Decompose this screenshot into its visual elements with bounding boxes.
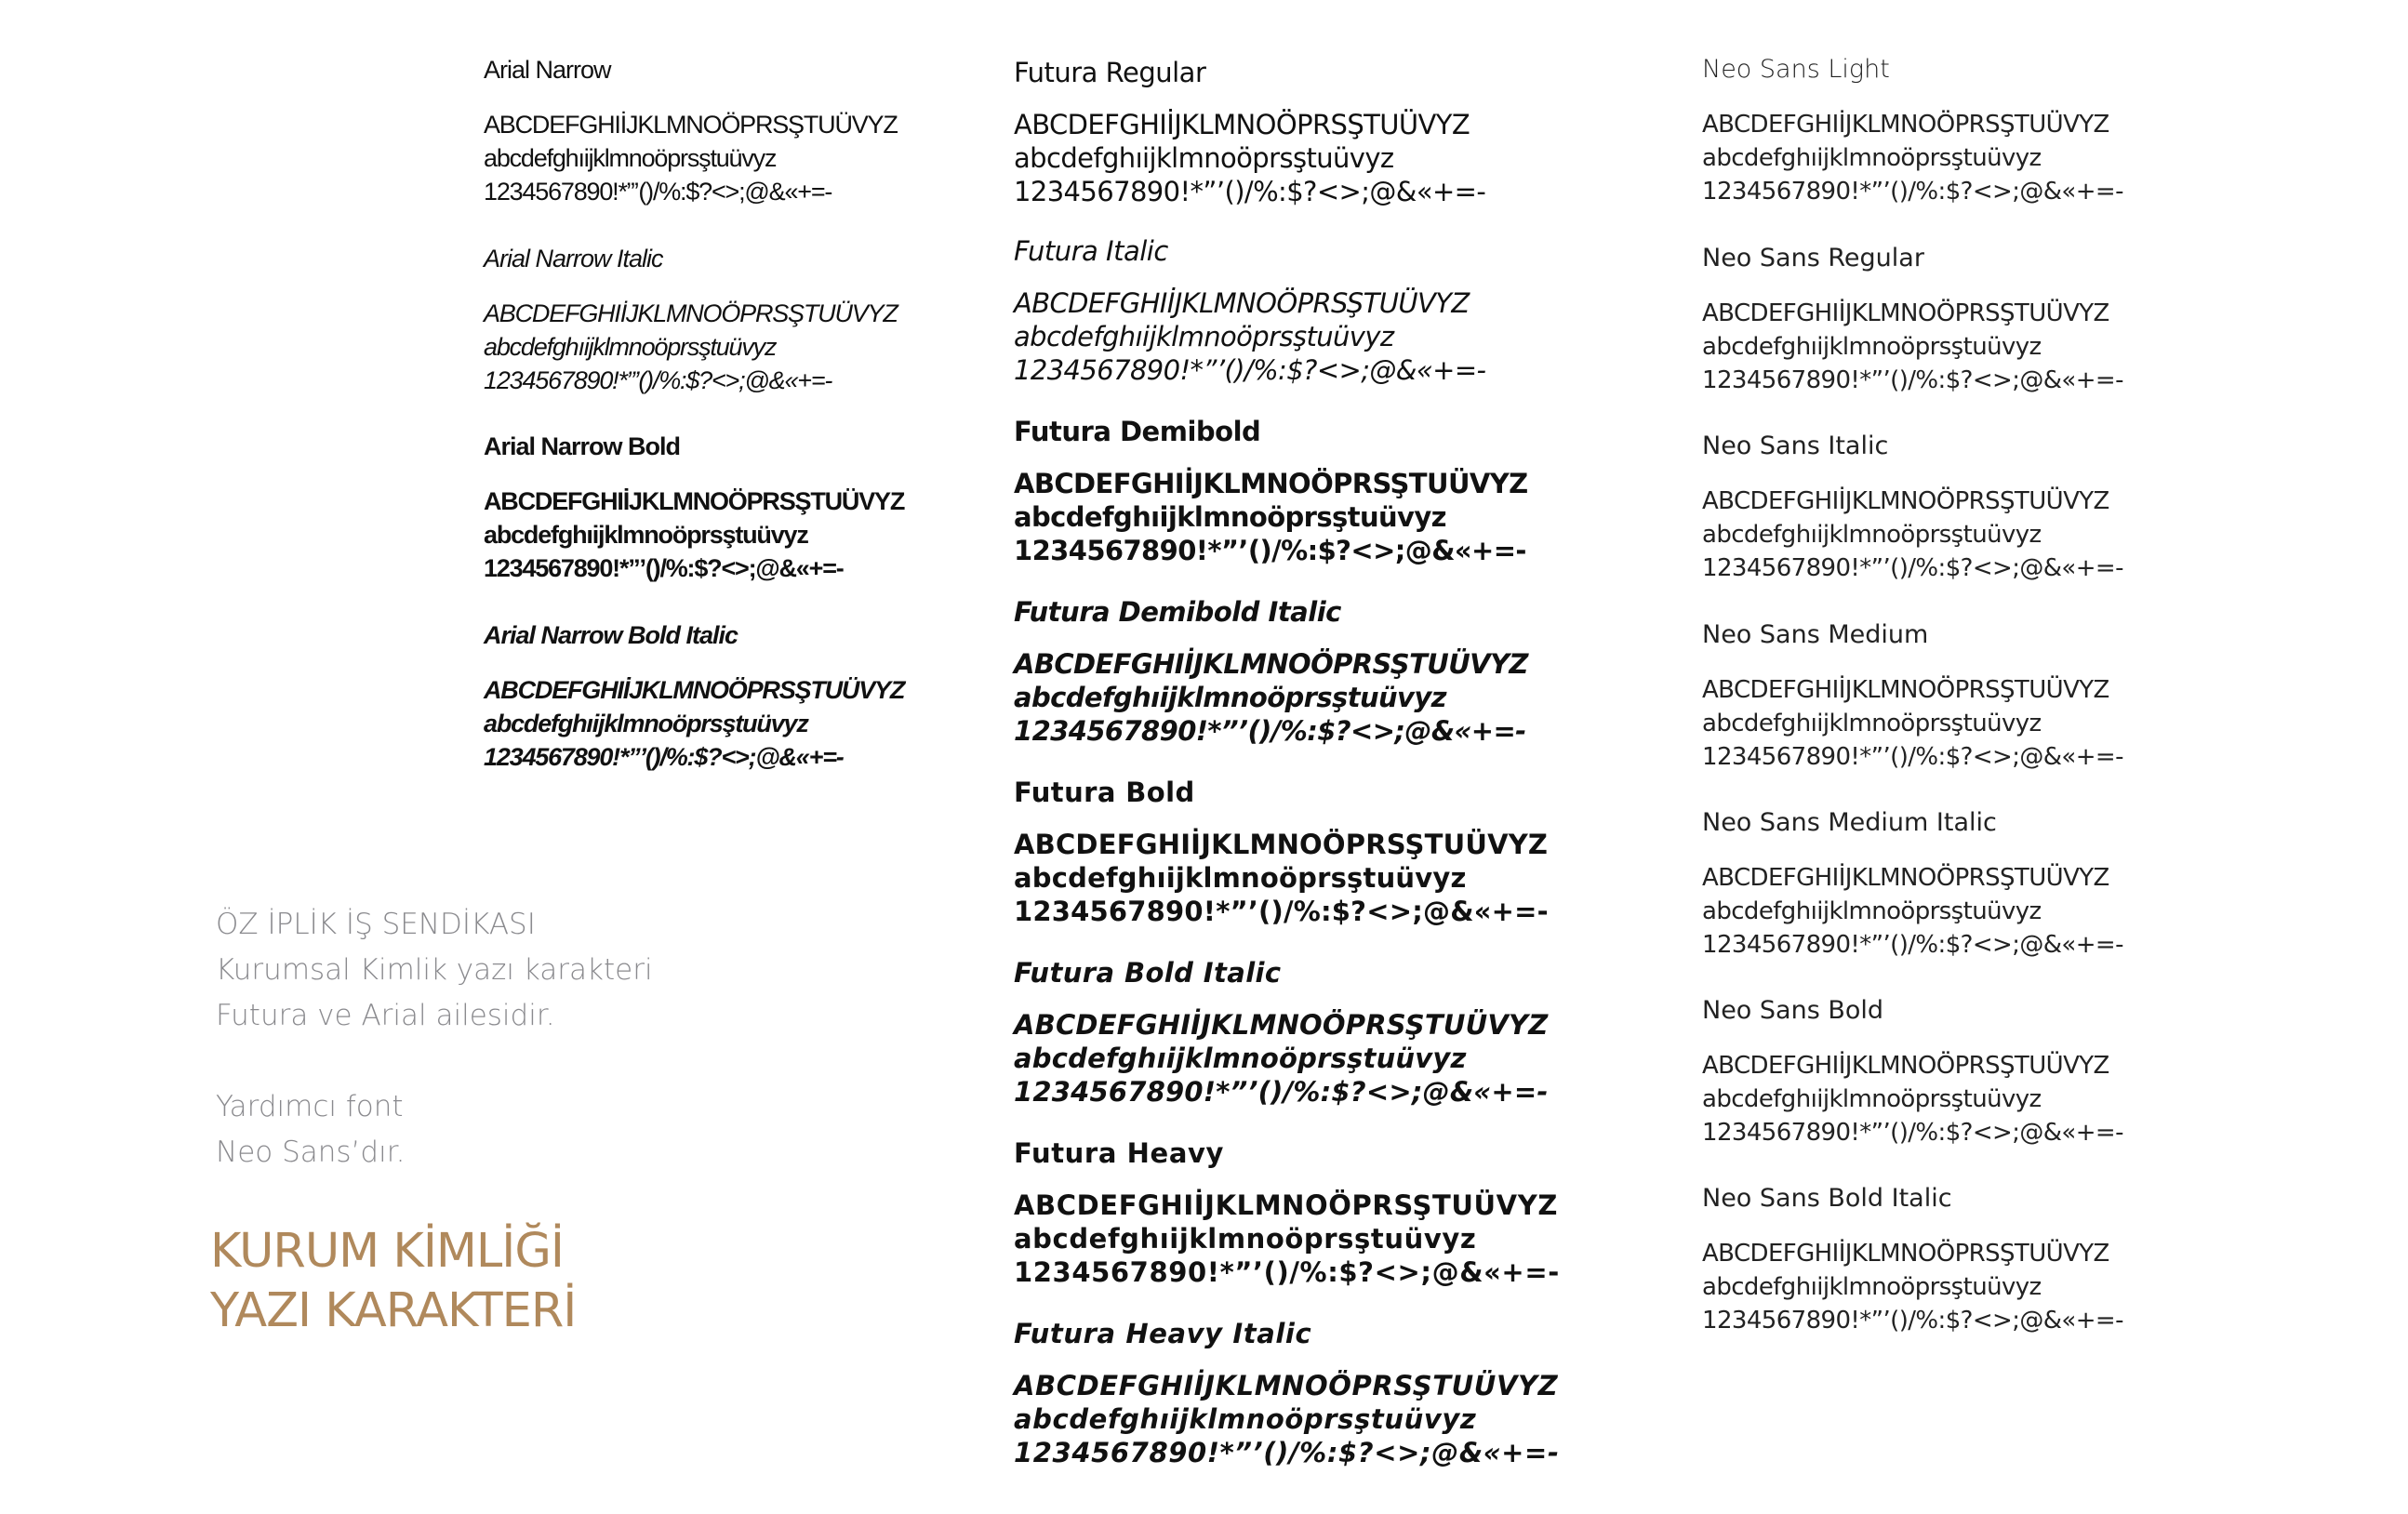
font-specimen: [1702, 807, 2123, 962]
lowercase-sample: abcdefghıijklmnoöprsştuüvyz: [1014, 501, 1446, 533]
section-heading: [210, 1222, 576, 1341]
uppercase-sample: ABCDEFGHIİJKLMNOÖPRSŞTUÜVYZ: [1702, 1240, 2109, 1268]
uppercase-sample: ABCDEFGHIİJKLMNOÖPRSŞTUÜVYZ: [1702, 1052, 2109, 1080]
uppercase-sample: ABCDEFGHIİJKLMNOÖPRSŞTUÜVYZ: [1014, 1009, 1549, 1041]
uppercase-sample: ABCDEFGHIİJKLMNOÖPRSŞTUÜVYZ: [1014, 109, 1470, 140]
lowercase-sample: abcdefghıijklmnoöprsştuüvyz: [1702, 1273, 2042, 1301]
digits-sample: 1234567890!*”’()/%:$?<>;@&«+=-: [1014, 176, 1486, 207]
font-name: Futura Demibold Italic: [1014, 596, 1341, 628]
uppercase-sample: ABCDEFGHIİJKLMNOÖPRSŞTUÜVYZ: [484, 299, 898, 327]
uppercase-sample: ABCDEFGHIİJKLMNOÖPRSŞTUÜVYZ: [1702, 299, 2109, 327]
font-specimen: [1014, 234, 1485, 387]
font-specimen: [1702, 995, 2123, 1149]
digits-sample: 1234567890!*”’()/%:$?<>;@&«+=-: [1014, 1437, 1560, 1468]
lowercase-sample: abcdefghıijklmnoöprsştuüvyz: [1702, 333, 2042, 361]
uppercase-sample: ABCDEFGHIİJKLMNOÖPRSŞTUÜVYZ: [1702, 487, 2109, 515]
digits-sample: 1234567890!*”’()/%:$?<>;@&«+=-: [484, 554, 844, 582]
font-name: Neo Sans Medium Italic: [1702, 808, 1997, 837]
digits-sample: 1234567890!*”’()/%:$?<>;@&«+=-: [1014, 535, 1526, 566]
lowercase-sample: abcdefghıijklmnoöprsştuüvyz: [1014, 682, 1446, 713]
uppercase-sample: ABCDEFGHIİJKLMNOÖPRSŞTUÜVYZ: [1014, 287, 1470, 319]
digits-sample: 1234567890!*”’()/%:$?<>;@&«+=-: [1014, 1256, 1560, 1288]
lowercase-sample: abcdefghıijklmnoöprsştuüvyz: [1702, 897, 2042, 925]
uppercase-sample: ABCDEFGHIİJKLMNOÖPRSŞTUÜVYZ: [1702, 676, 2109, 704]
digits-sample: 1234567890!*”’()/%:$?<>;@&«+=-: [1702, 554, 2123, 582]
font-specimen: [1014, 956, 1549, 1109]
digits-sample: 1234567890!*”’()/%:$?<>;@&«+=-: [1014, 896, 1549, 927]
font-specimen: [1702, 1183, 2123, 1337]
lowercase-sample: abcdefghıijklmnoöprsştuüvyz: [484, 710, 808, 737]
intro-text: [216, 902, 699, 1175]
font-name: Arial Narrow Bold: [484, 432, 681, 460]
digits-sample: 1234567890!*”’()/%:$?<>;@&«+=-: [484, 743, 844, 771]
uppercase-sample: ABCDEFGHIİJKLMNOÖPRSŞTUÜVYZ: [484, 676, 905, 704]
lowercase-sample: abcdefghıijklmnoöprsştuüvyz: [1014, 1043, 1467, 1074]
digits-sample: 1234567890!*”’()/%:$?<>;@&«+=-: [1702, 366, 2123, 394]
lowercase-sample: abcdefghıijklmnoöprsştuüvyz: [484, 521, 808, 549]
font-specimen: [1014, 1317, 1560, 1469]
digits-sample: 1234567890!*”’()/%:$?<>;@&«+=-: [1702, 931, 2123, 959]
font-name: Arial Narrow Italic: [484, 245, 663, 272]
font-specimen: [1014, 415, 1528, 567]
uppercase-sample: ABCDEFGHIİJKLMNOÖPRSŞTUÜVYZ: [484, 111, 898, 139]
digits-sample: 1234567890!*”’()/%:$?<>;@&«+=-: [484, 366, 832, 394]
lowercase-sample: abcdefghıijklmnoöprsştuüvyz: [1702, 1085, 2042, 1113]
lowercase-sample: abcdefghıijklmnoöprsştuüvyz: [1702, 710, 2042, 737]
font-name: Arial Narrow Bold Italic: [484, 621, 738, 649]
digits-sample: 1234567890!*”’()/%:$?<>;@&«+=-: [1702, 178, 2123, 206]
uppercase-sample: ABCDEFGHIİJKLMNOÖPRSŞTUÜVYZ: [1014, 1370, 1559, 1401]
font-name: Neo Sans Light: [1702, 55, 1890, 84]
font-name: Futura Heavy Italic: [1014, 1318, 1312, 1349]
font-name: Neo Sans Regular: [1702, 244, 1924, 272]
font-specimen: [1014, 56, 1485, 208]
uppercase-sample: ABCDEFGHIİJKLMNOÖPRSŞTUÜVYZ: [1702, 111, 2109, 139]
font-name: Neo Sans Bold: [1702, 996, 1884, 1025]
uppercase-sample: ABCDEFGHIİJKLMNOÖPRSŞTUÜVYZ: [1014, 468, 1528, 499]
font-specimen: [484, 431, 904, 585]
lowercase-sample: abcdefghıijklmnoöprsştuüvyz: [484, 333, 777, 361]
digits-sample: 1234567890!*”’()/%:$?<>;@&«+=-: [1014, 715, 1526, 747]
lowercase-sample: abcdefghıijklmnoöprsştuüvyz: [484, 144, 777, 172]
digits-sample: 1234567890!*”’()/%:$?<>;@&«+=-: [1702, 1119, 2123, 1147]
heading-line-2: YAZI KARAKTERİ: [210, 1283, 577, 1338]
lowercase-sample: abcdefghıijklmnoöprsştuüvyz: [1702, 521, 2042, 549]
digits-sample: 1234567890!*”’()/%:$?<>;@&«+=-: [1014, 1076, 1549, 1108]
digits-sample: 1234567890!*”’()/%:$?<>;@&«+=-: [1702, 743, 2123, 771]
lowercase-sample: abcdefghıijklmnoöprsştuüvyz: [1014, 142, 1394, 174]
lowercase-sample: abcdefghıijklmnoöprsştuüvyz: [1014, 1223, 1477, 1255]
uppercase-sample: ABCDEFGHIİJKLMNOÖPRSŞTUÜVYZ: [1014, 1189, 1558, 1221]
font-specimen: [484, 619, 904, 774]
font-name: Futura Heavy: [1014, 1137, 1225, 1169]
font-name: Futura Demibold: [1014, 416, 1261, 447]
intro-line: Futura ve Arial ailesidir.: [216, 999, 555, 1032]
uppercase-sample: ABCDEFGHIİJKLMNOÖPRSŞTUÜVYZ: [1702, 864, 2109, 892]
lowercase-sample: abcdefghıijklmnoöprsştuüvyz: [1014, 1403, 1477, 1435]
font-name: Futura Bold: [1014, 777, 1195, 808]
uppercase-sample: ABCDEFGHIİJKLMNOÖPRSŞTUÜVYZ: [1014, 829, 1549, 860]
font-name: Futura Regular: [1014, 57, 1206, 88]
font-specimen: [1702, 243, 2123, 397]
font-name: Futura Bold Italic: [1014, 957, 1282, 989]
digits-sample: 1234567890!*”’()/%:$?<>;@&«+=-: [1014, 354, 1486, 386]
intro-line: Yardımcı font: [216, 1090, 404, 1123]
intro-line: ÖZ İPLİK İŞ SENDİKASI: [216, 908, 536, 941]
uppercase-sample: ABCDEFGHIİJKLMNOÖPRSŞTUÜVYZ: [484, 487, 905, 515]
font-specimen: [1014, 776, 1549, 928]
heading-line-1: KURUM KİMLİĞİ: [210, 1224, 564, 1279]
font-specimen: [1014, 595, 1528, 748]
intro-spacer: [216, 1039, 699, 1084]
font-specimen: [484, 243, 898, 397]
font-name: Neo Sans Medium: [1702, 620, 1929, 649]
lowercase-sample: abcdefghıijklmnoöprsştuüvyz: [1014, 862, 1467, 894]
uppercase-sample: ABCDEFGHIİJKLMNOÖPRSŞTUÜVYZ: [1014, 648, 1528, 680]
digits-sample: 1234567890!*”’()/%:$?<>;@&«+=-: [1702, 1307, 2123, 1335]
font-name: Neo Sans Italic: [1702, 432, 1889, 460]
font-name: Futura Italic: [1014, 235, 1168, 267]
digits-sample: 1234567890!*”’()/%:$?<>;@&«+=-: [484, 178, 832, 206]
font-name: Neo Sans Bold Italic: [1702, 1184, 1952, 1213]
intro-line: Neo Sans’dır.: [216, 1136, 406, 1169]
lowercase-sample: abcdefghıijklmnoöprsştuüvyz: [1014, 321, 1394, 352]
intro-line: Kurumsal Kimlik yazı karakteri: [216, 953, 653, 987]
font-name: Arial Narrow: [484, 56, 611, 84]
font-specimen: [484, 54, 898, 208]
font-specimen: [1702, 54, 2123, 208]
lowercase-sample: abcdefghıijklmnoöprsştuüvyz: [1702, 144, 2042, 172]
font-specimen: [1702, 431, 2123, 585]
font-specimen: [1702, 619, 2123, 774]
font-specimen: [1014, 1136, 1560, 1289]
